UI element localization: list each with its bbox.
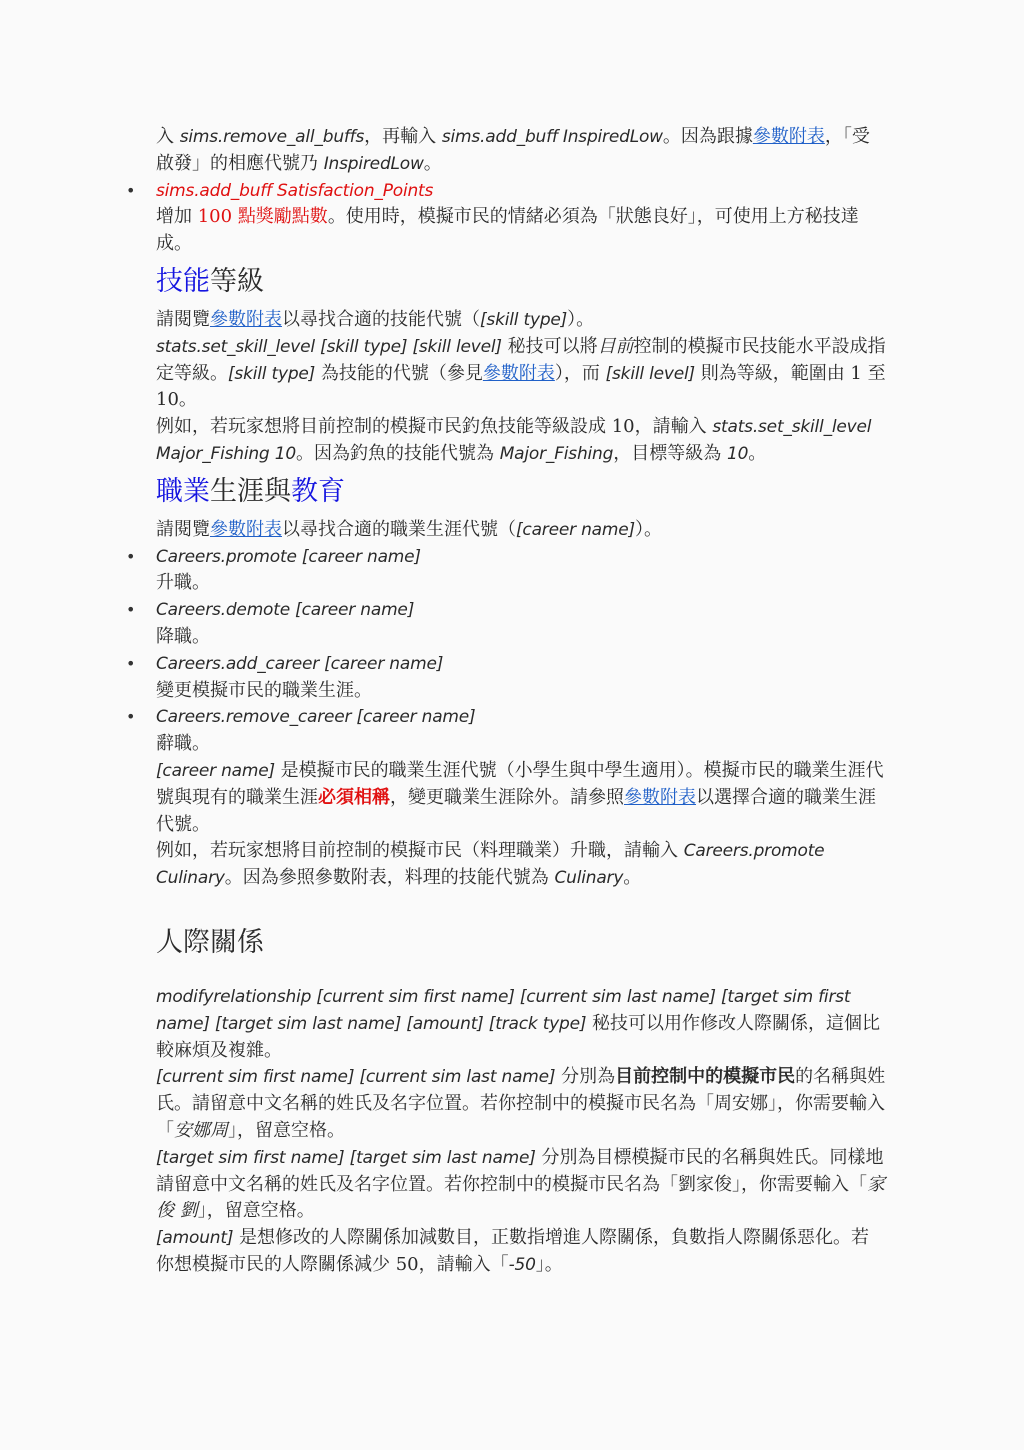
cheat-code: Careers.demote [career name]: [156, 600, 415, 621]
cheat-code: [skill type]: [228, 363, 316, 384]
text: 秘技可以用作修改人際關係，這個比較麻煩及複雜。: [156, 1012, 881, 1061]
document-content: [156, 124, 886, 1279]
text: 。: [423, 152, 442, 174]
parameter-table-link[interactable]: 參數附表: [624, 786, 696, 808]
careers-paragraph-2: [156, 758, 886, 838]
intro-paragraph: [156, 124, 886, 178]
cheat-code: modifyrelationship [current sim first name] [current sim last name] [target sim first name] [target sim last name] [amount] [track type]: [156, 986, 851, 1034]
cheat-code: InspiredLow: [323, 153, 424, 174]
cheat-code: [current sim first name] [current sim last name]: [156, 1067, 556, 1088]
heading-relationships: 人際關係: [156, 926, 264, 958]
text: 以尋找合適的職業生涯代號（: [282, 518, 516, 540]
text: 。使用時，模擬市民的情緒必須為「狀態良好」，可使用上方秘技達成。: [156, 206, 859, 255]
emphasis-text: 安娜周: [174, 1119, 228, 1141]
skills-paragraph-1: [156, 307, 886, 334]
cheat-code: [skill level]: [605, 363, 695, 384]
item-description: 辭職。: [156, 733, 210, 755]
text: ，「受啟發」的相應代號乃: [156, 126, 870, 174]
cheat-code: Culinary: [554, 868, 624, 889]
cheat-code: Careers.promote [career name]: [156, 546, 421, 567]
skills-paragraph-2: [156, 334, 886, 414]
parameter-table-link[interactable]: 參數附表: [752, 126, 825, 147]
text: 請閱覽: [156, 308, 210, 330]
text: 。因為跟據: [662, 126, 753, 147]
cheat-code: [target sim first name] [target sim last name]: [156, 1147, 536, 1168]
text: 請閱覽: [156, 518, 210, 540]
parameter-table-link[interactable]: 參數附表: [482, 362, 555, 384]
relationships-paragraph-1: [156, 984, 886, 1064]
text: 。: [748, 442, 767, 464]
cheat-code: stats.set_skill_level Major_Fishing 10: [156, 417, 872, 464]
heading-text: 生涯與: [210, 475, 291, 507]
list-item-satisfaction: [156, 178, 886, 258]
text: ，目標等級為: [613, 442, 727, 464]
cheat-code: [amount]: [156, 1228, 234, 1249]
list-item: [156, 597, 886, 651]
text: ），而: [554, 362, 606, 384]
highlight-text: 100 點獎勵點數: [197, 206, 328, 228]
text: 例如，若玩家想將目前控制的模擬市民（料理職業）升職，請輸入: [156, 840, 684, 862]
cheat-code: [career name]: [156, 760, 275, 781]
parameter-table-link[interactable]: 參數附表: [210, 308, 282, 330]
skills-paragraph-3: [156, 414, 886, 468]
cheat-code: sims.add_buff InspiredLow: [441, 127, 663, 147]
heading-link-text[interactable]: 教育: [291, 475, 345, 507]
list-item: [156, 651, 886, 705]
text: 增加: [156, 206, 198, 228]
text: 控制的模擬市民技能水平設成指定等級。: [156, 335, 886, 384]
text: 」，留意空格。: [228, 1119, 345, 1141]
text: 分別為: [555, 1066, 616, 1088]
cheat-code: Careers.add_career [career name]: [156, 653, 444, 674]
cheat-code: [skill type]: [480, 309, 568, 330]
emphasis-text: 家俊 劉: [156, 1173, 885, 1222]
text: ，再輸入: [364, 126, 442, 147]
bold-text: 目前控制中的模擬市民: [615, 1066, 796, 1088]
text: 。因為釣魚的技能代號為: [295, 442, 500, 464]
relationships-paragraph-2: [156, 1064, 886, 1144]
text: 入: [156, 126, 180, 147]
text: 」，留意空格。: [197, 1200, 315, 1222]
highlight-text: 必須相稱: [318, 786, 390, 808]
text: 秘技可以將: [501, 335, 598, 357]
text: 分別為目標模擬市民的名稱與姓氏。同樣地請留意中文名稱的姓氏及名字位置。若你控制中的模擬市民名為「劉家俊」，你需要輸入「: [156, 1146, 884, 1195]
text: 是模擬市民的職業生涯代號（小學生與中學生適用）。模擬市民的職業生涯代號與現有的職業生涯: [156, 759, 884, 808]
cheat-code: Careers.promote Culinary: [156, 841, 825, 889]
heading-skills: [156, 265, 886, 299]
text: 是想修改的人際關係加減數目，正數指增進人際關係，負數指人際關係惡化。若你想模擬市民的人際關係減少 50，請輸入「: [156, 1227, 869, 1275]
cheat-code: -50: [508, 1254, 536, 1275]
cheat-code: stats.set_skill_level [skill type] [skill level]: [156, 336, 502, 357]
emphasis-text: 目前: [597, 335, 634, 357]
text: 為技能的代號（參見: [315, 362, 483, 384]
text: ）。: [567, 308, 595, 330]
heading-careers: [156, 475, 886, 509]
list-item: [156, 544, 886, 598]
text: 。: [623, 867, 642, 889]
careers-paragraph-3: [156, 838, 886, 892]
cheat-code: 10: [726, 443, 749, 464]
relationships-paragraph-4: [156, 1225, 886, 1279]
cheat-code: [career name]: [516, 519, 635, 540]
text: ）。: [634, 518, 662, 540]
text: 以選擇合適的職業生涯代號。: [156, 786, 876, 835]
text: ，變更職業生涯除外。請參照: [390, 786, 624, 808]
item-description: 變更模擬市民的職業生涯。: [156, 679, 372, 701]
list-item: [156, 704, 886, 758]
cheat-code: sims.add_buff Satisfaction_Points: [156, 180, 434, 201]
careers-paragraph-1: [156, 517, 886, 544]
cheat-code: Major_Fishing: [499, 443, 614, 464]
cheat-code: Careers.remove_career [career name]: [156, 707, 476, 728]
relationships-paragraph-3: [156, 1145, 886, 1225]
text: 的名稱與姓氏。請留意中文名稱的姓氏及名字位置。若你控制中的模擬市民名為「周安娜」，你需要輸入「: [156, 1066, 886, 1141]
text: 以尋找合適的技能代號（: [282, 308, 480, 330]
item-description: 降職。: [156, 625, 210, 647]
text: 。因為參照參數附表，料理的技能代號為: [224, 867, 555, 889]
heading-link-text[interactable]: 職業: [156, 475, 210, 507]
parameter-table-link[interactable]: 參數附表: [210, 518, 282, 540]
heading-link-text[interactable]: 技能: [156, 265, 210, 297]
heading-text: 等級: [210, 265, 264, 297]
text: 例如，若玩家想將目前控制的模擬市民釣魚技能等級設成 10，請輸入: [156, 416, 713, 438]
item-description: 升職。: [156, 572, 210, 594]
text: 」。: [535, 1253, 563, 1275]
text: 則為等級，範圍由 1 至 10。: [156, 362, 886, 411]
cheat-code: sims.remove_all_buffs: [179, 127, 365, 147]
